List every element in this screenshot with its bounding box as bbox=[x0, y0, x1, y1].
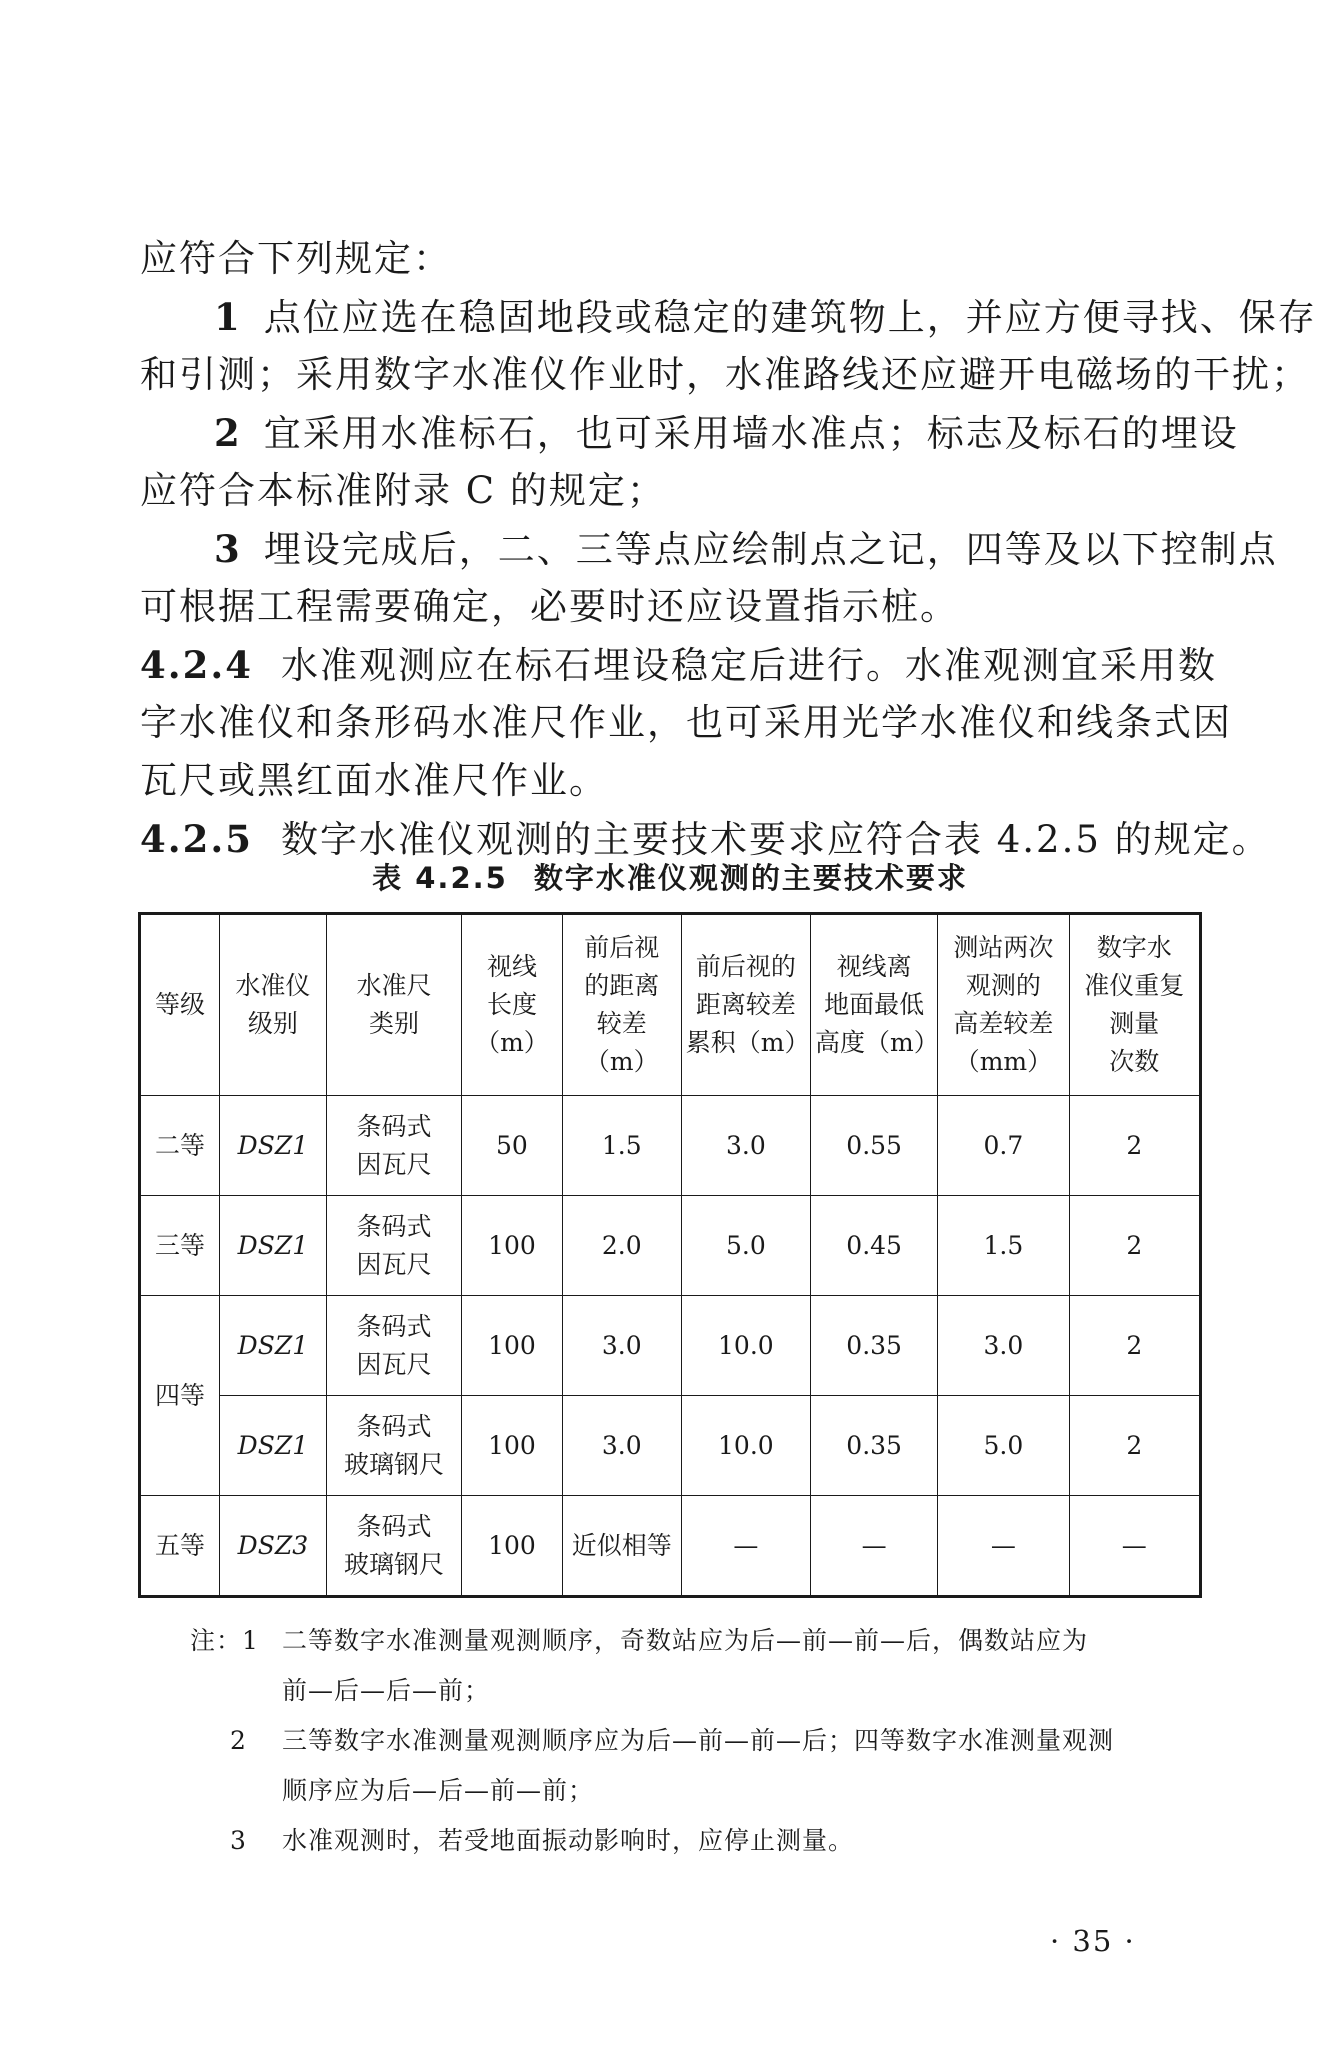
clause-4-2-5-text-1: 数字水准仪观测的主要技术要求应符合表 4.2.5 的规定。 bbox=[281, 818, 1271, 861]
item-2-line-1 bbox=[140, 404, 1239, 462]
cell-sight: 100 bbox=[462, 1296, 563, 1396]
header-distance-diff: 前后视 的距离 较差（m） bbox=[562, 914, 681, 1096]
cell-sight: 100 bbox=[462, 1396, 563, 1496]
header-staff: 水准尺 类别 bbox=[326, 914, 461, 1096]
item-2-line-2: 应符合本标准附录 C 的规定； bbox=[140, 469, 666, 512]
clause-4-2-5-number: 4.2.5 bbox=[140, 817, 253, 861]
header-height-diff: 测站两次 观测的 高差较差 （mm） bbox=[938, 914, 1069, 1096]
cell-sight: 100 bbox=[462, 1496, 563, 1597]
table-title-text: 数字水准仪观测的主要技术要求 bbox=[533, 861, 968, 895]
note-2-line-1: 三等数字水准测量观测顺序应为后—前—前—后；四等数字水准测量观测 bbox=[282, 1726, 1115, 1755]
note-1-line-2: 前—后—后—前； bbox=[282, 1676, 491, 1705]
table-row bbox=[140, 1396, 1201, 1496]
header-repeat-count: 数字水 准仪重复 测量 次数 bbox=[1069, 914, 1200, 1096]
cell-cumulative: 10.0 bbox=[681, 1296, 810, 1396]
cell-diff: 近似相等 bbox=[562, 1496, 681, 1597]
cell-staff: 条码式 玻璃钢尺 bbox=[326, 1396, 461, 1496]
clause-4-2-4-line-2: 字水准仪和条形码水准尺作业，也可采用光学水准仪和线条式因 bbox=[140, 701, 1232, 744]
cell-ground: 0.35 bbox=[811, 1296, 938, 1396]
note-2-number: 2 bbox=[230, 1726, 247, 1755]
cell-diff: 2.0 bbox=[562, 1196, 681, 1296]
header-instrument: 水准仪 级别 bbox=[220, 914, 327, 1096]
clause-4-2-4-line-3: 瓦尺或黑红面水准尺作业。 bbox=[140, 759, 608, 802]
cell-staff: 条码式 玻璃钢尺 bbox=[326, 1496, 461, 1597]
cell-ground: 0.35 bbox=[811, 1396, 938, 1496]
cell-repeat: 2 bbox=[1069, 1196, 1200, 1296]
cell-sight: 100 bbox=[462, 1196, 563, 1296]
cell-cumulative: 3.0 bbox=[681, 1096, 810, 1196]
cell-instrument: DSZ1 bbox=[220, 1096, 327, 1196]
table-header-row bbox=[140, 914, 1201, 1096]
page-number: · 35 · bbox=[1050, 1924, 1136, 1958]
header-sight-length: 视线 长度 （m） bbox=[462, 914, 563, 1096]
item-2-text-1: 宜采用水准标石，也可采用墙水准点；标志及标石的埋设 bbox=[263, 412, 1239, 455]
cell-instrument: DSZ3 bbox=[220, 1496, 327, 1597]
cell-repeat: 2 bbox=[1069, 1396, 1200, 1496]
cell-height-diff: 3.0 bbox=[938, 1296, 1069, 1396]
cell-diff: 3.0 bbox=[562, 1296, 681, 1396]
item-1-text-1: 点位应选在稳固地段或稳定的建筑物上，并应方便寻找、保存 bbox=[263, 296, 1317, 339]
item-3-number: 3 bbox=[214, 527, 242, 571]
cell-repeat: 2 bbox=[1069, 1296, 1200, 1396]
cell-cumulative: 5.0 bbox=[681, 1196, 810, 1296]
cell-grade: 四等 bbox=[140, 1296, 220, 1496]
cell-repeat: — bbox=[1069, 1496, 1200, 1597]
cell-instrument: DSZ1 bbox=[220, 1396, 327, 1496]
cell-height-diff: 1.5 bbox=[938, 1196, 1069, 1296]
cell-ground: 0.45 bbox=[811, 1196, 938, 1296]
table-row bbox=[140, 1096, 1201, 1196]
cell-ground: 0.55 bbox=[811, 1096, 938, 1196]
note-1-line-1: 二等数字水准测量观测顺序，奇数站应为后—前—前—后，偶数站应为 bbox=[282, 1626, 1089, 1655]
item-1-line-2: 和引测；采用数字水准仪作业时，水准路线还应避开电磁场的干扰； bbox=[140, 353, 1310, 396]
paragraph-intro: 应符合下列规定： bbox=[140, 237, 452, 280]
note-3-line-1: 水准观测时，若受地面振动影响时，应停止测量。 bbox=[282, 1826, 855, 1855]
cell-grade: 二等 bbox=[140, 1096, 220, 1196]
cell-staff: 条码式 因瓦尺 bbox=[326, 1196, 461, 1296]
clause-4-2-4-line-1 bbox=[140, 636, 1217, 694]
table-number: 表 4.2.5 bbox=[372, 861, 508, 895]
item-1-line-1 bbox=[140, 288, 1317, 346]
cell-staff: 条码式 因瓦尺 bbox=[326, 1296, 461, 1396]
note-3-number: 3 bbox=[230, 1826, 247, 1855]
table-row bbox=[140, 1496, 1201, 1597]
note-2-line-2: 顺序应为后—后—前—前； bbox=[282, 1776, 595, 1805]
note-3 bbox=[190, 1816, 1200, 1866]
item-3-line-1 bbox=[140, 520, 1278, 578]
cell-staff: 条码式 因瓦尺 bbox=[326, 1096, 461, 1196]
table-notes bbox=[190, 1616, 1200, 1866]
cell-height-diff: 5.0 bbox=[938, 1396, 1069, 1496]
table-row bbox=[140, 1196, 1201, 1296]
body-text bbox=[140, 230, 1317, 868]
header-distance-cumulative: 前后视的 距离较差 累积（m） bbox=[681, 914, 810, 1096]
table-row bbox=[140, 1296, 1201, 1396]
clause-4-2-4-text-1: 水准观测应在标石埋设稳定后进行。水准观测宜采用数 bbox=[281, 644, 1217, 687]
cell-ground: — bbox=[811, 1496, 938, 1597]
cell-instrument: DSZ1 bbox=[220, 1196, 327, 1296]
cell-height-diff: — bbox=[938, 1496, 1069, 1597]
cell-diff: 1.5 bbox=[562, 1096, 681, 1196]
item-2-number: 2 bbox=[214, 411, 242, 455]
cell-cumulative: 10.0 bbox=[681, 1396, 810, 1496]
note-2 bbox=[190, 1716, 1200, 1816]
clause-4-2-4-number: 4.2.4 bbox=[140, 643, 253, 687]
note-1-lead: 注：1 bbox=[190, 1626, 259, 1655]
spec-table bbox=[138, 912, 1202, 1598]
cell-height-diff: 0.7 bbox=[938, 1096, 1069, 1196]
item-3-text-1: 埋设完成后，二、三等点应绘制点之记，四等及以下控制点 bbox=[263, 528, 1278, 571]
item-1-number: 1 bbox=[214, 295, 242, 339]
header-grade: 等级 bbox=[140, 914, 220, 1096]
note-1 bbox=[190, 1616, 1200, 1716]
cell-grade: 五等 bbox=[140, 1496, 220, 1597]
cell-grade: 三等 bbox=[140, 1196, 220, 1296]
cell-cumulative: — bbox=[681, 1496, 810, 1597]
cell-instrument: DSZ1 bbox=[220, 1296, 327, 1396]
cell-diff: 3.0 bbox=[562, 1396, 681, 1496]
item-3-line-2: 可根据工程需要确定，必要时还应设置指示桩。 bbox=[140, 585, 959, 628]
table-title bbox=[140, 856, 1200, 897]
header-ground-height: 视线离 地面最低 高度（m） bbox=[811, 914, 938, 1096]
cell-sight: 50 bbox=[462, 1096, 563, 1196]
cell-repeat: 2 bbox=[1069, 1096, 1200, 1196]
